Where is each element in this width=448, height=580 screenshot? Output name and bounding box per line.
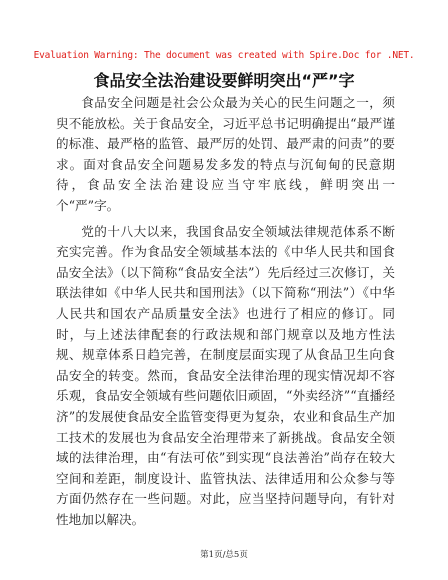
page-number: 第1页/总5页 xyxy=(200,550,248,560)
document-body xyxy=(56,93,395,530)
paragraph-1: 食品安全问题是社会公众最为关心的民生问题之一，须臾不能放松。关于食品安全，习近平总书记明确提出“最严谨的标准、最严格的监管、最严厉的处罚、最严肃的问责”的要求。面对食品安全问题易发多发的特点与沉甸甸的民意期待，食品安全法治建设应当守牢底线，鲜明突出一个“严”字。 xyxy=(56,95,395,213)
paragraph-2: 党的十八大以来，我国食品安全领域法律规范体系不断充实完善。作为食品安全领域基本法的《中华人民共和国食品安全法》（以下简称“食品安全法”）先后经过三次修订，关联法律如《中华人民共和国刑法》（以下简称“刑法”）《中华人民共和国农产品质量安全法》也进行了相应的修订。同时，与上述法律配套的行政法规和部门规章以及地方性法规、规章体系日趋完善，在制度层面实现了从食品卫生向食品安全的转变。然而，食品安全法律治理的现实情况却不容乐观，食品安全领域有些问题依旧顽固，“外卖经济”“直播经济”的发展使食品安全监管变得更为复杂，农业和食品生产加工技术的发展也为食品安全治理带来了新挑战。食品安全领域的法律治理，由“有法可依”到实现“良法善治”尚存在较大空间和差距，制度设计、监管执法、法律适用和公众参与等方面仍然存在一些问题。对此，应当坚持问题导向，有针对性地加以解决。 xyxy=(56,223,395,527)
evaluation-warning: Evaluation Warning: The document was created with Spire.Doc for .NET. xyxy=(33,50,415,61)
document-title: 食品安全法治建设要鲜明突出“严”字 xyxy=(93,71,355,90)
